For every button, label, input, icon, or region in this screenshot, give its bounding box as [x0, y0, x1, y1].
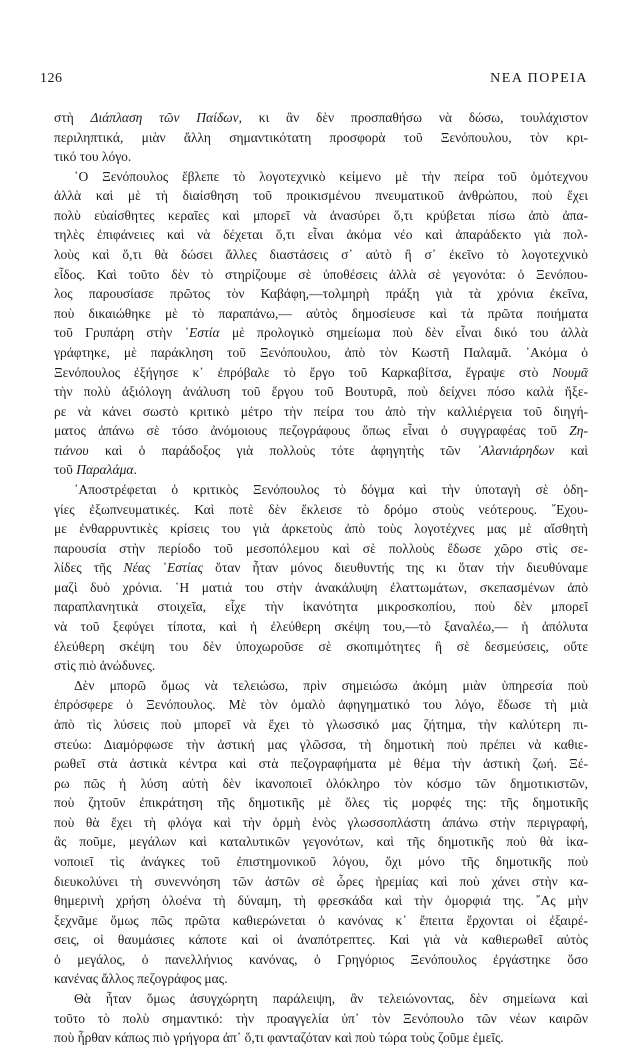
text-line: γίες ἐξωπνευματικές. Καὶ ποτὲ δὲν ἔκλεισε τὸ δρόμο στοὺς νεότερους. ῎Εχου- — [54, 501, 588, 517]
text-line: σεις, οἱ θαυμάσιες κάποτε καὶ οἱ ἀναπότρεπτες. Καὶ γιὰ νὰ καθιερωθεῖ αὐτὸς — [54, 932, 588, 948]
text-line: θημερινὴ χρήση ὁλοένα τὴ δύναμη, τὴ φρεσκάδα καὶ τὴν ὀμορφιά της. ῎Ας μὴν — [54, 893, 588, 909]
text-line: νοποιεῖ τὶς ἀνάγκες τοῦ ἐπιστημονικοῦ λόγου, ὄχι μόνο τῆς δημοτικῆς ποὺ — [54, 853, 588, 869]
paragraph-p4 — [54, 676, 588, 989]
text-line: ποὺ ἦρθαν κάπως πιὸ γρήγορα ἀπ᾿ ὅ,τι φανταζόταν καὶ ποὺ τώρα τοὺς ζοῦμε ἐμεῖς. — [54, 1030, 504, 1046]
text-line: στὶς πιὸ ἀνώδυνες. — [54, 658, 156, 674]
text-line: ρε νὰ κάνει σωστὸ κριτικὸ μέτρο τὴν πείρα του ἀπὸ τὴν καλλιέργεια τοῦ διηγή- — [54, 403, 588, 419]
text-line: παραπλανητικὰ στοιχεῖα, εἶχε τὴν ἱκανότητα μικροσκοπίου, ποὺ δὲν μπορεῖ — [54, 599, 588, 615]
paragraph-p5 — [54, 989, 588, 1048]
text-line: τηλὲς ἐπιφάνειες καὶ νὰ δέχεται ὅ,τι εἶναι ἀκόμα νέο καὶ ἀπαράδεκτο γιὰ πολ- — [54, 227, 588, 243]
text-line: νὰ τοῦ ξεφύγει τίποτα, καὶ ἡ ἐλεύθερη σκέψη του,—τὸ ξαναλέω,— ἡ ἀπόλυτα — [54, 619, 588, 635]
text-line: ἀπὸ τὶς λύσεις ποὺ μπορεῖ νὰ ἔχει τὸ γλωσσικό μας ζήτημα, τὴν καλύτερη πι- — [54, 716, 588, 732]
text-line: ἐλεύθερη σκέψη του δὲν ὑποχωροῦσε σὲ σκοπιμότητες ἢ σὲ δεσμεύσεις, οὔτε — [54, 638, 588, 654]
paragraph-p3 — [54, 480, 588, 676]
text-line: ἀλλὰ καὶ μὲ τὴ διαίσθηση τοῦ προικισμένου πνευματικοῦ ἀνθρώπου, ποὺ ἔχει — [54, 188, 588, 204]
body-text — [54, 108, 588, 1048]
text-line: μαζὶ δυὸ χρόνια. ῾Η ματιά του στὴν ἀνακάλυψη ἐλαττωμάτων, σκεπασμένων ἀπὸ — [54, 579, 588, 595]
text-line: εἶδος. Καὶ τοῦτο δὲν τὸ στηρίζουμε σὲ ὑποθέσεις ἀλλὰ σὲ γεγονότα: ὁ Ξενόπου- — [54, 266, 588, 282]
text-line: κανένας ἄλλος πεζογράφος μας. — [54, 971, 228, 987]
text-line: περιληπτικά, μιὰν ἄλλη σημαντικότατη προσφορὰ τοῦ Ξενόπουλου, τὸν κρι- — [54, 129, 588, 145]
text-line: ποὺ θὰ ἔχει τὴ φλόγα καὶ τὴν ὁρμὴ ἑνὸς γλωσσοπλάστη ἀπάνω στὴν περιγραφή, — [54, 814, 588, 830]
text-line: τοῦτο τὸ πολὺ σημαντικό: τὴν προαγγελία ὑπ᾿ τὸν Ξενόπουλο τῶν νέων καιρῶν — [54, 1010, 588, 1026]
text-line: με ἐνθαρρυντικὲς κρίσεις του γιὰ ἀρκετοὺς ἀπὸ τοὺς λογοτέχνες μας μὲ αἴσθητὴ — [54, 521, 588, 537]
text-line: ματος ἀπάνω σὲ τόσο ἀνόμοιους πεζογράφους ὅπως εἶναι ὁ συγγραφέας τοῦ Ζη- — [54, 423, 588, 439]
text-line: τοῦ Παραλάμα. — [54, 462, 137, 478]
text-line: ἐπρόσφερε ὁ Ξενόπουλος. Μὲ τὸν ὁμαλὸ ἀφηγηματικό του λόγο, ἔδωσε τὴ μιὰ — [54, 697, 588, 713]
text-line: ξεχνᾶμε ὅμως πῶς πρῶτα καθιερώνεται ὁ κανόνας κ᾿ ἔπειτα ἔρχονται οἱ ἐξαιρέ- — [54, 912, 588, 928]
text-line: λοὺς καὶ ὅ,τι θὰ δώσει ἄλλες διαστάσεις σ᾿ αὐτὸ ἢ σ᾿ ἐκεῖνο τὸ λογοτεχνικὸ — [54, 247, 588, 263]
text-line: ποὺ δικαιώθηκε μὲ τὸ παραπάνω,— αὐτὸς δημοσίευσε καὶ τὰ πρῶτα ποιήματα — [54, 305, 588, 321]
text-line: Δὲν μπορῶ ὅμως νὰ τελειώσω, πρὶν σημειώσω ἀκόμη μιὰν ὑπηρεσία ποὺ — [74, 677, 588, 693]
text-line: ποὺ ζητοῦν ἐπικράτηση τῆς δημοτικῆς μὲ ὅλες τὶς μορφές της: τῆς δημοτικῆς — [54, 795, 588, 811]
text-line: τὴν πολὺ ἀξιόλογη ἀνάλυση τοῦ ἔργου τοῦ Βουτυρᾶ, ποὺ δείχνει πόσο καλὰ ἤξε- — [54, 384, 588, 400]
paragraph-p1 — [54, 108, 588, 167]
text-line: λος παρουσίασε πρῶτος τὸν Καβάφη,—τολμηρὴ πράξη γιὰ τὰ χρόνια ἐκεῖνα, — [54, 286, 588, 302]
running-head: ΝΕΑ ΠΟΡΕΙΑ — [490, 71, 588, 86]
page-number: 126 — [40, 71, 63, 86]
text-line: γράφτηκε, μὲ παράκληση τοῦ Ξενόπουλου, ἀπὸ τὸν Κωστῆ Παλαμᾶ. ᾿Ακόμα ὁ — [54, 344, 588, 360]
text-line: ρωθεῖ στὰ ἀστικὰ κέντρα καὶ στὰ πεζογραφήματα μὲ θέμα τὴν ἀστικὴ ζωή. Ξέ- — [54, 756, 588, 772]
text-line: ἂς ποῦμε, μεγάλων καὶ καταλυτικῶν γεγονότων, καὶ τῆς δημοτικῆς ποὺ θὰ ἱκα- — [54, 834, 588, 850]
text-line: ᾿Αποστρέφεται ὁ κριτικὸς Ξενόπουλος τὸ δόγμα καὶ τὴν ὑποταγὴ σὲ ὁδη- — [74, 481, 588, 497]
text-line: στεύω: Διαμόρφωσε τὴν ἀστική μας γλῶσσα, τὴ δημοτικὴ ποὺ πρέπει νὰ καθιε- — [54, 736, 588, 752]
text-line: παρουσία στὴν περίοδο τοῦ μεσοπόλεμου καὶ σὲ πολλοὺς ἔδωσε χῶρο στὶς σε- — [54, 540, 588, 556]
text-line: στὴ Διάπλαση τῶν Παίδων, κι ἂν δὲν προσπαθήσω νὰ δώσω, τουλάχιστον — [54, 110, 588, 125]
text-line: τικό του λόγο. — [54, 149, 132, 165]
text-line: Θὰ ἦταν ὅμως ἀσυγχώρητη παράλειψη, ἂν τελειώνοντας, δὲν σημείωνα καὶ — [74, 991, 588, 1007]
text-line: ρω πῶς ἡ λύση αὐτὴ δὲν ἱκανοποιεῖ ὁλόκληρο τὸν κόσμο τῶν δημοτικιστῶν, — [54, 775, 588, 791]
text-line: Ξενόπουλος ἐξήγησε κ᾿ ἐπρόβαλε τὸ ἔργο τοῦ Καρκαβίτσα, ἔγραψε στὸ Νουμᾶ — [54, 364, 588, 380]
paragraph-p2 — [54, 167, 588, 480]
text-line: διευκολύνει τὴ συνεννόηση τῶν ἀστῶν σὲ ὧρες ἠρεμίας καὶ ποὺ χάνει στὴν κα- — [54, 873, 588, 889]
text-line: ῾Ο Ξενόπουλος ἔβλεπε τὸ λογοτεχνικὸ κείμενο μὲ τὴν πείρα τοῦ ὁμότεχνου — [74, 168, 588, 184]
text-line: πολὺ εὐαίσθητες κεραῖες καὶ μπορεῖ νὰ ἀνασύρει ὅ,τι κρύβεται πίσω ἀπὸ ἀπα- — [54, 207, 588, 223]
text-line: τοῦ Γρυπάρη στὴν ῾Εστία μὲ προλογικὸ σημείωμα ποὺ δὲν εἶναι δικό του ἀλλὰ — [54, 325, 588, 341]
text-line: τιάνου καὶ ὁ παράδοξος γιὰ πολλοὺς τότε ἀφηγητὴς τῶν ᾿Αλανιάρηδων καὶ — [54, 442, 588, 458]
text-line: λίδες τῆς Νέας ῾Εστίας ὅταν ἦταν μόνος διευθυντής της κι ὅταν τὴν διευθύναμε — [54, 560, 588, 576]
text-line: ὁ μεγάλος, ὁ πανελλήνιος κανόνας, ὁ Γρηγόριος Ξενόπουλος ἐργάστηκε ὅσο — [54, 951, 588, 967]
page-header — [40, 71, 588, 91]
